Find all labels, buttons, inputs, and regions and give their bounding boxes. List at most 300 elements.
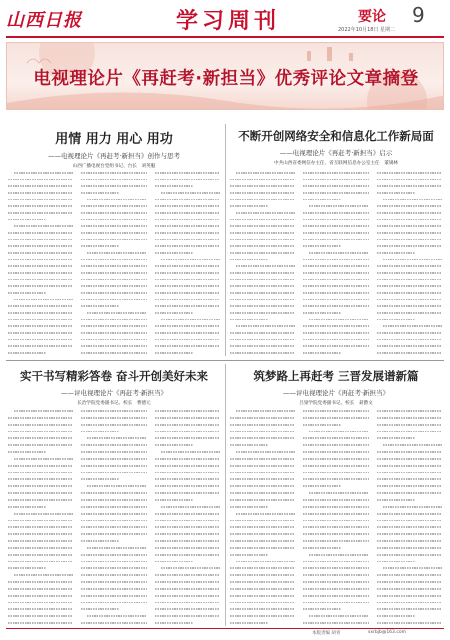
- body-text-line: [303, 285, 368, 287]
- body-text-line: [155, 245, 220, 247]
- article-4-body: [230, 410, 442, 624]
- body-text-line: [230, 444, 268, 446]
- body-text-line: [87, 615, 146, 617]
- body-text-line: [236, 265, 295, 267]
- body-text-line: [81, 608, 119, 610]
- body-text-line: [81, 345, 146, 347]
- body-text-line: [377, 299, 442, 301]
- body-text-line: [377, 492, 442, 494]
- article-4-subhead: ——评电视理论片《再赶考·新担当》: [282, 389, 390, 397]
- body-text-line: [383, 567, 442, 569]
- body-text-line: [14, 574, 73, 576]
- body-text-line: [303, 567, 368, 569]
- body-text-line: [303, 595, 368, 597]
- body-text-line: [8, 259, 73, 261]
- body-text-line: [87, 485, 146, 487]
- body-text-line: [303, 540, 368, 542]
- body-text-line: [81, 272, 146, 274]
- body-text-line: [377, 424, 442, 426]
- body-text-line: [14, 410, 73, 412]
- body-text-line: [303, 424, 341, 426]
- body-text-line: [303, 245, 341, 247]
- body-text-line: [230, 417, 295, 419]
- body-text-line: [8, 279, 73, 281]
- body-text-line: [303, 437, 368, 439]
- body-text-line: [377, 192, 415, 194]
- body-text-line: [230, 279, 295, 281]
- body-text-line: [155, 472, 220, 474]
- body-text-line: [81, 325, 146, 327]
- body-text-line: [8, 533, 73, 535]
- body-text-line: [155, 339, 220, 341]
- body-text-line: [377, 472, 442, 474]
- body-text-line: [303, 305, 368, 307]
- masthead-rule: [6, 36, 444, 38]
- body-text-line: [8, 547, 73, 549]
- body-text-line: [230, 588, 295, 590]
- body-text-line: [8, 492, 73, 494]
- issue-date: 2022年10月18日 星期二: [338, 27, 396, 33]
- body-text-line: [81, 506, 146, 508]
- body-text-line: [383, 506, 442, 508]
- body-text-line: [230, 574, 295, 576]
- body-text-line: [230, 472, 295, 474]
- body-text-line: [81, 520, 146, 522]
- body-text-line: [309, 252, 368, 254]
- body-text-line: [303, 608, 341, 610]
- body-text-line: [230, 540, 295, 542]
- body-text-line: [303, 345, 368, 347]
- body-text-line: [81, 205, 146, 207]
- body-text-line: [8, 567, 46, 569]
- article-2-subhead: ——电视理论片《再赶考·新担当》启示: [279, 149, 393, 157]
- body-text-line: [377, 451, 442, 453]
- body-text-line: [303, 506, 368, 508]
- body-text-line: [303, 199, 341, 201]
- body-text-line: [377, 595, 442, 597]
- body-text-line: [303, 410, 368, 412]
- body-text-line: [303, 172, 368, 174]
- body-text-line: [155, 513, 220, 515]
- body-text-line: [155, 431, 220, 433]
- body-text-line: [81, 574, 146, 576]
- body-text-line: [309, 615, 368, 617]
- body-text-line: [8, 199, 73, 201]
- body-text-line: [8, 285, 73, 287]
- body-text-line: [230, 465, 295, 467]
- article-1-subhead: ——电视理论片《再赶考·新担当》创作与思考: [47, 152, 181, 160]
- body-text-line: [377, 239, 442, 241]
- body-text-line: [230, 319, 268, 321]
- body-text-line: [81, 285, 146, 287]
- body-text-line: [87, 252, 146, 254]
- body-text-line: [230, 259, 268, 261]
- body-text-line: [383, 199, 442, 201]
- body-text-line: [377, 554, 442, 556]
- body-text-line: [230, 352, 295, 354]
- body-text-line: [303, 259, 368, 261]
- body-text-line: [8, 431, 73, 433]
- body-text-line: [230, 608, 295, 610]
- body-text-line: [377, 345, 442, 347]
- body-text-line: [81, 305, 119, 307]
- body-text-line: [230, 506, 268, 508]
- body-text-line: [230, 431, 295, 433]
- body-text-line: [81, 232, 146, 234]
- body-text-line: [8, 540, 73, 542]
- newspaper-logo: 山西日报: [6, 10, 82, 31]
- article-2-body: [230, 172, 442, 354]
- body-text-line: [303, 192, 368, 194]
- body-text-line: [81, 424, 146, 426]
- body-text-line: [8, 595, 73, 597]
- body-text-line: [236, 451, 295, 453]
- body-text-line: [230, 312, 295, 314]
- body-text-line: [155, 465, 220, 467]
- body-text-line: [236, 561, 295, 563]
- body-text-line: [87, 199, 146, 201]
- body-text-line: [303, 520, 368, 522]
- body-text-line: [155, 292, 220, 294]
- article-3-header: [6, 368, 222, 406]
- body-text-line: [230, 332, 295, 334]
- body-text-line: [81, 185, 146, 187]
- body-text-line: [81, 212, 146, 214]
- body-text-line: [81, 526, 146, 528]
- body-text-line: [8, 615, 73, 617]
- body-text-line: [230, 595, 295, 597]
- body-text-line: [155, 499, 193, 501]
- body-text-line: [303, 185, 368, 187]
- body-text-line: [161, 506, 220, 508]
- body-text-line: [303, 352, 341, 354]
- body-text-line: [230, 478, 295, 480]
- body-text-line: [303, 219, 368, 221]
- body-text-line: [377, 499, 415, 501]
- body-text-line: [377, 602, 442, 604]
- body-text-line: [8, 239, 73, 241]
- body-text-line: [303, 265, 368, 267]
- body-text-line: [155, 272, 220, 274]
- body-text-line: [309, 205, 368, 207]
- body-text-line: [303, 339, 368, 341]
- body-text-line: [303, 332, 368, 334]
- body-text-line: [155, 478, 220, 480]
- body-text-line: [236, 513, 295, 515]
- body-text-line: [230, 219, 295, 221]
- article-3-headline: 实干书写精彩答卷 奋斗开创美好未来: [19, 369, 208, 383]
- body-text-line: [81, 451, 146, 453]
- body-text-line: [155, 444, 193, 446]
- article-3-subhead: ——评电视理论片《再赶考·新担当》: [60, 389, 168, 397]
- body-text-line: [155, 279, 220, 281]
- body-text-line: [81, 410, 146, 412]
- body-text-line: [377, 561, 415, 563]
- body-text-line: [8, 485, 73, 487]
- body-text-line: [377, 485, 442, 487]
- body-text-line: [81, 352, 146, 354]
- body-text-line: [383, 325, 442, 327]
- body-text-line: [8, 292, 46, 294]
- body-text-line: [81, 499, 146, 501]
- body-text-line: [230, 499, 295, 501]
- body-text-line: [155, 172, 220, 174]
- body-text-line: [303, 478, 368, 480]
- body-text-line: [377, 581, 442, 583]
- body-text-line: [155, 285, 220, 287]
- body-text-line: [309, 431, 368, 433]
- article-4-byline: 吕梁学院党委副书记、校长 聂爵文: [299, 401, 373, 406]
- body-text-line: [230, 185, 295, 187]
- body-text-line: [8, 265, 73, 267]
- body-text-line: [377, 205, 442, 207]
- body-text-line: [377, 225, 442, 227]
- body-text-line: [81, 554, 146, 556]
- body-text-line: [155, 437, 220, 439]
- body-text-line: [303, 292, 368, 294]
- body-text-line: [303, 444, 368, 446]
- body-text-line: [236, 325, 295, 327]
- article-2-byline: 中共山西省委网信办主任、省互联网信息办公室主任 董锡林: [273, 161, 399, 166]
- body-text-line: [230, 285, 295, 287]
- body-text-line: [8, 345, 73, 347]
- body-text-line: [377, 437, 415, 439]
- body-text-line: [377, 285, 442, 287]
- body-text-line: [383, 444, 442, 446]
- body-text-line: [230, 492, 295, 494]
- body-text-line: [81, 225, 146, 227]
- body-text-line: [8, 417, 73, 419]
- body-text-line: [81, 602, 146, 604]
- body-text-line: [377, 588, 442, 590]
- body-text-line: [230, 533, 295, 535]
- body-text-line: [230, 225, 295, 227]
- body-text-line: [81, 259, 146, 261]
- body-text-line: [377, 622, 442, 624]
- body-text-line: [81, 622, 146, 624]
- article-2-column: [377, 172, 442, 354]
- body-text-line: [303, 272, 368, 274]
- body-text-line: [14, 299, 73, 301]
- article-1-column: [81, 172, 146, 354]
- body-text-line: [155, 547, 220, 549]
- footer-email: sxrbjb@163.com: [368, 630, 406, 635]
- body-text-line: [377, 574, 442, 576]
- body-text-line: [383, 259, 442, 261]
- body-text-line: [155, 554, 220, 556]
- body-text-line: [81, 492, 146, 494]
- body-text-line: [81, 444, 146, 446]
- body-text-line: [8, 219, 46, 221]
- page-type-label: 要论: [358, 9, 386, 25]
- body-text-line: [155, 533, 220, 535]
- body-text-line: [377, 272, 442, 274]
- body-text-line: [8, 602, 73, 604]
- article-3-byline: 长治学院党委副书记、校长 曹德元: [77, 401, 151, 406]
- article-2-header: [228, 128, 444, 166]
- body-text-line: [81, 239, 146, 241]
- body-text-line: [303, 485, 341, 487]
- body-text-line: [81, 417, 146, 419]
- body-text-line: [161, 567, 220, 569]
- body-text-line: [230, 245, 295, 247]
- body-text-line: [377, 332, 442, 334]
- body-text-line: [155, 225, 220, 227]
- body-text-line: [81, 581, 146, 583]
- body-text-line: [230, 554, 268, 556]
- body-text-line: [155, 252, 193, 254]
- body-text-line: [155, 574, 220, 576]
- body-text-line: [81, 192, 119, 194]
- body-text-line: [8, 312, 73, 314]
- body-text-line: [8, 319, 73, 321]
- article-3-column: [8, 410, 73, 624]
- body-text-line: [303, 465, 368, 467]
- body-text-line: [377, 478, 442, 480]
- body-text-line: [14, 225, 73, 227]
- body-text-line: [155, 332, 220, 334]
- body-text-line: [155, 199, 220, 201]
- article-1-headline: 用情 用力 用心 用功: [55, 132, 173, 147]
- body-text-line: [8, 526, 73, 528]
- article-1-column: [8, 172, 73, 354]
- body-text-line: [81, 567, 146, 569]
- body-text-line: [155, 526, 220, 528]
- body-text-line: [8, 581, 73, 583]
- body-text-line: [161, 319, 220, 321]
- body-text-line: [81, 561, 146, 563]
- article-1-body: [8, 172, 220, 354]
- body-text-line: [155, 212, 220, 214]
- body-text-line: [230, 252, 295, 254]
- body-text-line: [155, 581, 220, 583]
- body-text-line: [161, 451, 220, 453]
- body-text-line: [377, 172, 442, 174]
- body-text-line: [14, 513, 73, 515]
- body-text-line: [87, 547, 146, 549]
- body-text-line: [81, 595, 146, 597]
- body-text-line: [230, 567, 295, 569]
- body-text-line: [155, 352, 193, 354]
- body-text-line: [8, 205, 73, 207]
- body-text-line: [155, 239, 220, 241]
- body-text-line: [155, 265, 220, 267]
- body-text-line: [236, 410, 295, 412]
- body-text-line: [81, 265, 146, 267]
- body-text-line: [303, 212, 368, 214]
- body-text-line: [8, 520, 73, 522]
- body-text-line: [303, 574, 368, 576]
- body-text-line: [377, 615, 415, 617]
- body-text-line: [8, 192, 73, 194]
- article-1-header: [6, 128, 222, 169]
- body-text-line: [155, 458, 220, 460]
- body-text-line: [230, 272, 295, 274]
- body-text-line: [14, 458, 73, 460]
- article-3-body: [8, 410, 220, 624]
- body-text-line: [155, 561, 193, 563]
- body-text-line: [81, 245, 119, 247]
- body-text-line: [377, 526, 442, 528]
- body-text-line: [14, 172, 73, 174]
- body-text-line: [155, 608, 220, 610]
- body-text-line: [230, 520, 295, 522]
- body-text-line: [155, 615, 220, 617]
- body-text-line: [8, 325, 73, 327]
- body-text-line: [8, 465, 73, 467]
- body-text-line: [303, 458, 368, 460]
- body-text-line: [236, 212, 295, 214]
- body-text-line: [303, 547, 341, 549]
- feature-banner: [6, 42, 444, 110]
- article-4-column: [230, 410, 295, 624]
- body-text-line: [8, 339, 73, 341]
- body-text-line: [230, 192, 295, 194]
- body-text-line: [8, 245, 73, 247]
- body-text-line: [377, 219, 442, 221]
- body-text-line: [81, 299, 146, 301]
- article-2-column: [230, 172, 295, 354]
- body-text-line: [87, 312, 146, 314]
- body-text-line: [8, 472, 73, 474]
- body-text-line: [155, 325, 220, 327]
- body-text-line: [81, 219, 146, 221]
- body-text-line: [155, 622, 193, 624]
- body-text-line: [303, 312, 341, 314]
- body-text-line: [377, 305, 442, 307]
- body-text-line: [303, 533, 368, 535]
- body-text-line: [81, 339, 146, 341]
- body-text-line: [303, 239, 368, 241]
- body-text-line: [155, 595, 220, 597]
- body-text-line: [81, 472, 146, 474]
- body-text-line: [309, 319, 368, 321]
- body-text-line: [8, 561, 73, 563]
- body-text-line: [303, 325, 368, 327]
- body-text-line: [377, 245, 442, 247]
- body-text-line: [81, 588, 146, 590]
- body-text-line: [377, 212, 442, 214]
- body-text-line: [230, 526, 295, 528]
- body-text-line: [236, 172, 295, 174]
- body-text-line: [155, 219, 220, 221]
- body-text-line: [303, 279, 368, 281]
- body-text-line: [303, 513, 368, 515]
- body-text-line: [303, 232, 368, 234]
- article-4-column: [303, 410, 368, 624]
- body-text-line: [81, 458, 146, 460]
- body-text-line: [8, 352, 46, 354]
- body-text-line: [155, 410, 220, 412]
- body-text-line: [161, 192, 220, 194]
- body-text-line: [8, 212, 73, 214]
- body-text-line: [8, 608, 73, 610]
- body-text-line: [8, 478, 73, 480]
- banner-title: 电视理论片《再赶考·新担当》优秀评论文章摘登: [33, 69, 419, 89]
- body-text-line: [155, 588, 220, 590]
- body-text-line: [155, 205, 220, 207]
- body-text-line: [230, 485, 295, 487]
- article-4-header: [228, 368, 444, 406]
- body-text-line: [230, 205, 268, 207]
- body-text-line: [8, 305, 73, 307]
- body-text-line: [377, 431, 442, 433]
- body-text-line: [303, 299, 368, 301]
- body-text-line: [309, 492, 368, 494]
- masthead: [0, 0, 450, 40]
- body-text-line: [81, 431, 119, 433]
- body-text-line: [230, 292, 295, 294]
